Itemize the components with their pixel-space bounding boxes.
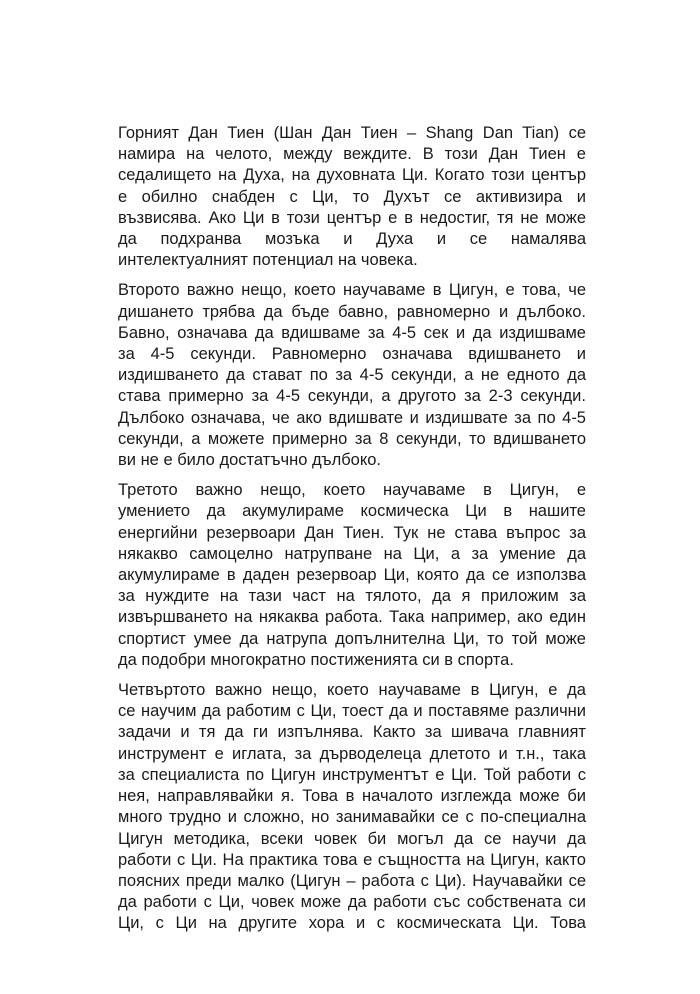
text-line: седалището на Духа, на духовната Ци. Когато този център bbox=[118, 166, 586, 185]
text-line: енергийни резервоари Дан Тиен. Тук не става въпрос за bbox=[118, 523, 586, 542]
text-line: намира на челото, между веждите. В този Дан Тиен е bbox=[118, 145, 586, 164]
text-line: Горният Дан Тиен (Шан Дан Тиен – Shang Dan Tian) се bbox=[118, 124, 586, 142]
text-line: извършването на някаква работа. Така например, ако един bbox=[118, 608, 586, 627]
text-line: ви не е било достатъчно дълбоко. bbox=[118, 451, 382, 470]
text-line: акумулираме в даден резервоар Ци, която да се използва bbox=[118, 566, 586, 585]
text-line: работи с Ци. На практика това е същността на Цигун, както bbox=[118, 850, 586, 869]
text-line: за нуждите на тази част на тялото, да я приложим за bbox=[118, 587, 586, 606]
text-line: възвисява. Ако Ци в този център е в недостиг, тя не може bbox=[118, 208, 586, 227]
text-line: интелектуалният потенциал на човека. bbox=[118, 251, 418, 270]
text-line: издишването да стават по за 4-5 секунди, а не едното да bbox=[118, 366, 586, 385]
text-line: се научим да работим с Ци, тоест да и поставяме различни bbox=[118, 702, 586, 721]
text-line: Третото важно нещо, което научаваме в Цигун, е bbox=[118, 481, 586, 500]
text-line: Цигун методика, всеки човек би могъл да се научи да bbox=[118, 829, 586, 848]
text-line: Дълбоко означава, че ако вдишвате и издишвате за по 4-5 bbox=[118, 408, 586, 427]
text-line: Бавно, означава да вдишваме за 4-5 сек и да издишваме bbox=[118, 323, 586, 342]
text-line: някакво самоцелно натрупване на Ци, а за умение да bbox=[118, 544, 586, 563]
text-line: да подхранва мозъка и Духа и се намалява bbox=[118, 230, 586, 249]
text-line: да работи с Ци, човек може да работи със собствената си bbox=[118, 893, 586, 912]
text-line: става примерно за 4-5 секунди, а другото за 2-3 секунди. bbox=[118, 387, 586, 406]
text-line: да подобри многократно постиженията си в спорта. bbox=[118, 650, 514, 669]
text-line: дишането трябва да бъде бавно, равномерно и дълбоко. bbox=[118, 302, 586, 321]
text-line: за специалиста по Цигун инструментът е Ци. Той работи с bbox=[118, 765, 586, 784]
paragraph bbox=[118, 480, 586, 671]
text-line: секунди, а можете примерно за 8 секунди, то вдишването bbox=[118, 429, 586, 448]
text-line: Четвъртото важно нещо, което научаваме в Цигун, е да bbox=[118, 681, 586, 700]
text-line: поясних преди малко (Цигун – работа с Ци). Научавайки се bbox=[118, 871, 586, 890]
paragraph bbox=[118, 123, 586, 271]
text-line: е обилно снабден с Ци, то Духът се активизира и bbox=[118, 187, 586, 206]
text-line: за 4-5 секунди. Равномерно означава вдишването и bbox=[118, 345, 586, 364]
paragraph bbox=[118, 680, 586, 934]
text-column bbox=[118, 123, 586, 944]
text-line: нея, направлявайки я. Това в началото изглежда може би bbox=[118, 787, 586, 806]
text-line: Ци, с Ци на другите хора и с космическата Ци. Това bbox=[118, 914, 586, 933]
text-line: инструмент е иглата, за дърводелеца длетото и т.н., така bbox=[118, 744, 586, 763]
text-line: много трудно и сложно, но занимавайки се с по-специална bbox=[118, 808, 586, 827]
paragraph bbox=[118, 280, 586, 471]
text-line: умението да акумулираме космическа Ци в нашите bbox=[118, 502, 586, 521]
text-line: спортист умее да натрупа допълнителна Ци, то той може bbox=[118, 629, 586, 648]
text-line: Второто важно нещо, което научаваме в Цигун, е това, че bbox=[118, 281, 586, 300]
text-line: задачи и тя да ги изпълнява. Както за шивача главният bbox=[118, 723, 586, 742]
